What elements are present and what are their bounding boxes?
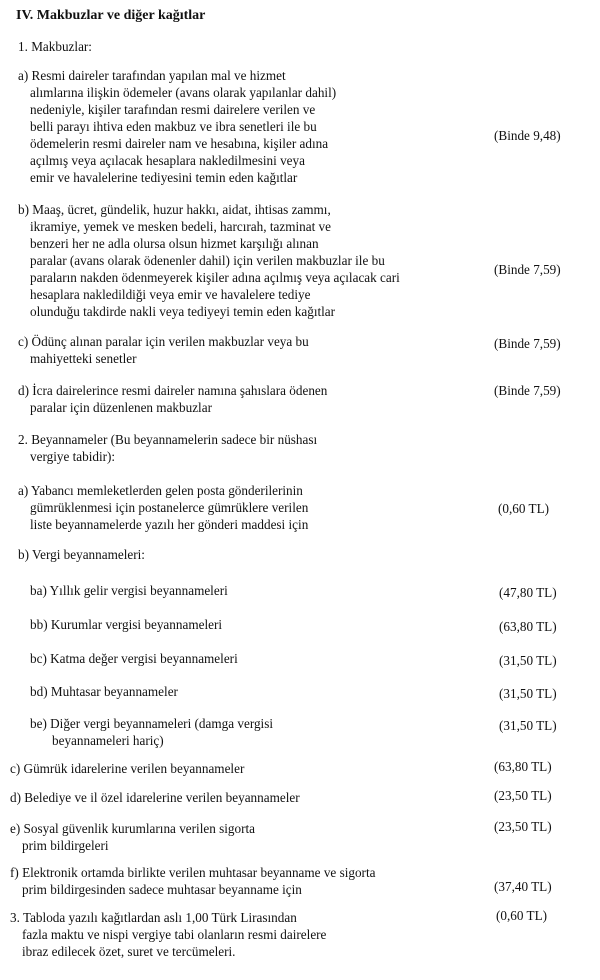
section2-heading: 2. Beyannameler (Bu beyannamelerin sadece bir nüshası vergiye tabidir): (18, 432, 318, 464)
item-2d-fee: (23,50 TL) (494, 788, 552, 803)
item-2bd-fee: (31,50 TL) (499, 686, 557, 701)
item-2c-fee: (63,80 TL) (494, 759, 552, 774)
item-1c-rate: (Binde 7,59) (494, 336, 561, 351)
item-1b-text: b) Maaş, ücret, gündelik, huzur hakkı, aidat, ihtisas zammı, ikramiye, yemek ve mesken bedeli, harcırah, tazminat ve benzeri her ne adla olursa olsun hizmet karşılığı alınan paralar (avans olarak ödenenler dahil) için verilen makbuzlar ile bu paraların nakden ödenmeyerek kişiler adına açılmış veya açılacak cari hesaplara nakledildiği veya emir ve havalelere tediye olunduğu takdirde nakli veya tediyeyi temin eden kağıtlar (18, 202, 400, 319)
item-2e-fee: (23,50 TL) (494, 819, 552, 834)
item-2be-text: be) Diğer vergi beyannameleri (damga vergisi beyannameleri hariç) (30, 716, 274, 748)
item-2f-text: f) Elektronik ortamda birlikte verilen muhtasar beyanname ve sigorta prim bildirgesinden sadece muhtasar beyanname için (10, 865, 376, 897)
item-2b-heading: b) Vergi beyannameleri: (18, 547, 145, 562)
item-2d-text: d) Belediye ve il özel idarelerine verilen beyannameler (10, 790, 300, 805)
item-1c-text: c) Ödünç alınan paralar için verilen makbuzlar veya bu mahiyetteki senetler (18, 334, 309, 366)
section3-text: 3. Tabloda yazılı kağıtlardan aslı 1,00 Türk Lirasından fazla maktu ve nispi vergiye tabi olanların resmi dairelere ibraz edilecek özet, suret ve tercümeleri. (10, 910, 327, 959)
section1-heading: 1. Makbuzlar: (18, 39, 92, 54)
item-2bd-text: bd) Muhtasar beyannameler (30, 684, 178, 699)
document-title: IV. Makbuzlar ve diğer kağıtlar (16, 8, 206, 23)
item-2bc-fee: (31,50 TL) (499, 653, 557, 668)
item-2a-text: a) Yabancı memleketlerden gelen posta gönderilerinin gümrüklenmesi için postanelerce gümrüklere verilen liste beyannamelerde yazılı her gönderi maddesi için (18, 483, 309, 532)
item-2a-fee: (0,60 TL) (498, 501, 550, 516)
item-2bc-text: bc) Katma değer vergisi beyannameleri (30, 651, 238, 666)
item-2ba-text: ba) Yıllık gelir vergisi beyannameleri (30, 583, 228, 598)
item-2c-text: c) Gümrük idarelerine verilen beyannameler (10, 761, 245, 776)
item-2bb-fee: (63,80 TL) (499, 619, 557, 634)
item-1d-text: d) İcra dairelerince resmi daireler namına şahıslara ödenen paralar için düzenlenen makbuzlar (18, 383, 328, 415)
item-1d-rate: (Binde 7,59) (494, 383, 561, 398)
item-1b-rate: (Binde 7,59) (494, 262, 561, 277)
item-2ba-fee: (47,80 TL) (499, 585, 557, 600)
item-2be-fee: (31,50 TL) (499, 718, 557, 733)
item-1a-rate: (Binde 9,48) (494, 128, 561, 143)
item-1a-text: a) Resmi daireler tarafından yapılan mal ve hizmet alımlarına ilişkin ödemeler (avans olarak yapılanlar dahil) nedeniyle, kişiler tarafından resmi dairelere verilen ve belli parayı ihtiva eden makbuz ve ibra senetleri ile bu ödemelerin resmi daireler nam ve hesabına, kişiler adına açılmış veya açılacak hesaplara nakledilmesini veya emir ve havalelerine tediyesini temin eden kağıtlar (18, 68, 337, 185)
item-2e-text: e) Sosyal güvenlik kurumlarına verilen sigorta prim bildirgeleri (10, 821, 256, 853)
item-2bb-text: bb) Kurumlar vergisi beyannameleri (30, 617, 223, 632)
item-2f-fee: (37,40 TL) (494, 879, 552, 894)
section3-fee: (0,60 TL) (496, 908, 548, 923)
